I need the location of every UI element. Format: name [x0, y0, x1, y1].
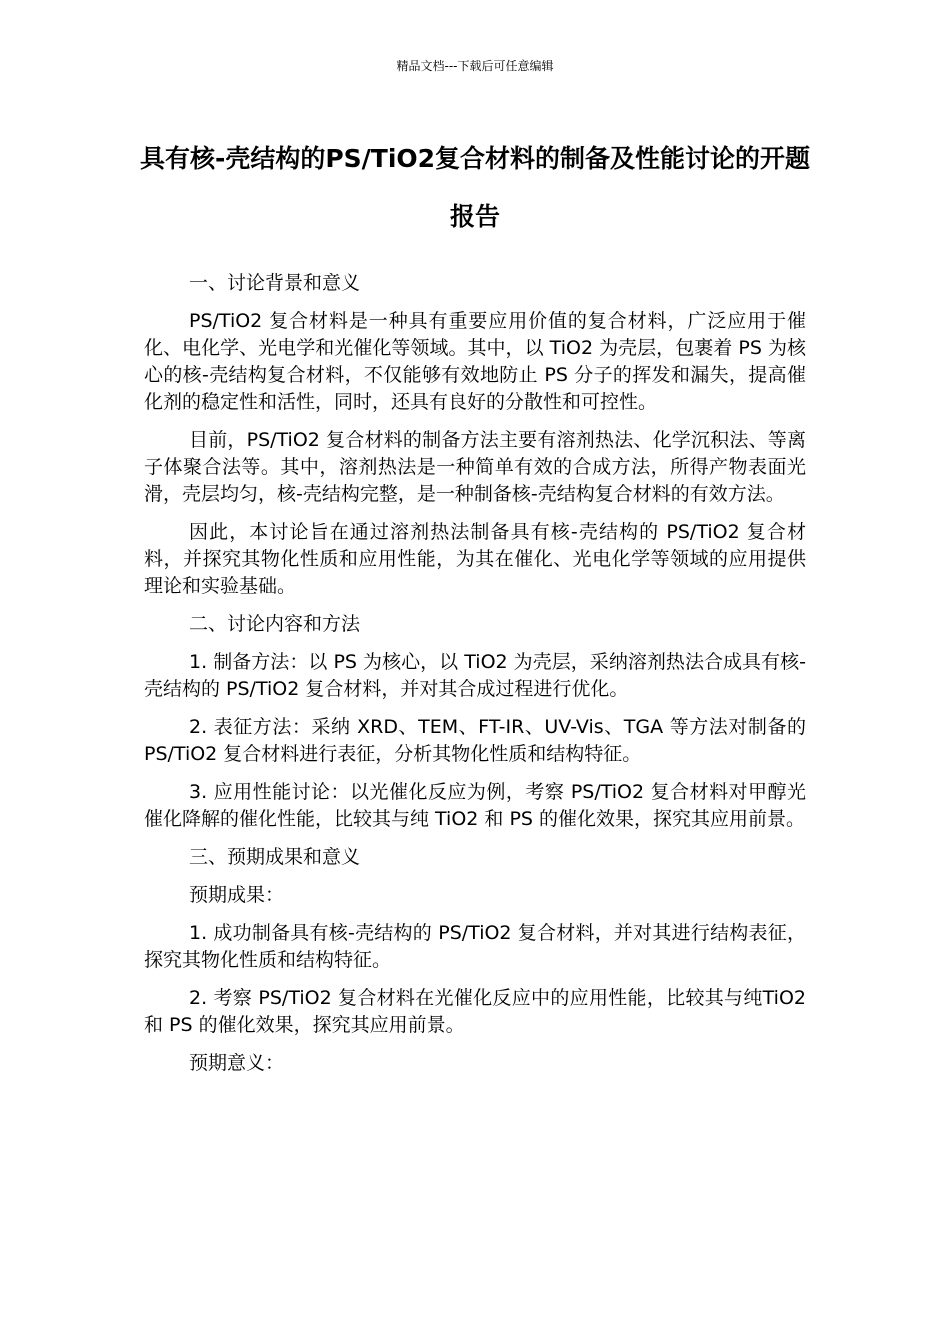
page-header: 精品文档---下载后可任意编辑: [396, 59, 554, 73]
list-item: 2. 表征方法：采纳 XRD、TEM、FT-IR、UV-Vis、TGA 等方法对制备的 PS/TiO2 复合材料进行表征，分析其物化性质和结构特征。: [144, 716, 806, 765]
list-item: 3. 应用性能讨论：以光催化反应为例，考察 PS/TiO2 复合材料对甲醇光催化降解的催化性能，比较其与纯 TiO2 和 PS 的催化效果，探究其应用前景。: [144, 781, 806, 830]
section-heading: 三、预期成果和意义: [189, 846, 361, 868]
document-body: [144, 270, 806, 1088]
subsection-heading: 预期意义：: [189, 1052, 285, 1074]
list-item: 2. 考察 PS/TiO2 复合材料在光催化反应中的应用性能，比较其与纯TiO2 和 PS 的催化效果，探究其应用前景。: [144, 987, 806, 1036]
paragraph: 因此，本讨论旨在通过溶剂热法制备具有核-壳结构的 PS/TiO2 复合材料，并探究其物化性质和应用性能，为其在催化、光电化学等领域的应用提供理论和实验基础。: [144, 521, 806, 597]
document-title: 具有核-壳结构的PS/TiO2复合材料的制备及性能讨论的开题报告: [139, 144, 811, 231]
subsection-heading: 预期成果：: [189, 884, 285, 906]
section-heading: 一、讨论背景和意义: [189, 272, 361, 294]
paragraph: 目前，PS/TiO2 复合材料的制备方法主要有溶剂热法、化学沉积法、等离子体聚合法等。其中，溶剂热法是一种简单有效的合成方法，所得产物表面光滑，壳层均匀，核-壳结构完整，是一种制备核-壳结构复合材料的有效方法。: [144, 429, 806, 505]
section-heading: 二、讨论内容和方法: [189, 613, 361, 635]
list-item: 1. 成功制备具有核-壳结构的 PS/TiO2 复合材料，并对其进行结构表征，探究其物化性质和结构特征。: [144, 922, 806, 971]
paragraph: PS/TiO2 复合材料是一种具有重要应用价值的复合材料，广泛应用于催化、电化学、光电学和光催化等领域。其中，以 TiO2 为壳层，包裹着 PS 为核心的核-壳结构复合材料，不仅能够有效地防止 PS 分子的挥发和漏失，提高催化剂的稳定性和活性，同时，还具有良好的分散性和可控性。: [144, 310, 806, 413]
list-item: 1. 制备方法：以 PS 为核心，以 TiO2 为壳层，采纳溶剂热法合成具有核-壳结构的 PS/TiO2 复合材料，并对其合成过程进行优化。: [144, 651, 806, 700]
